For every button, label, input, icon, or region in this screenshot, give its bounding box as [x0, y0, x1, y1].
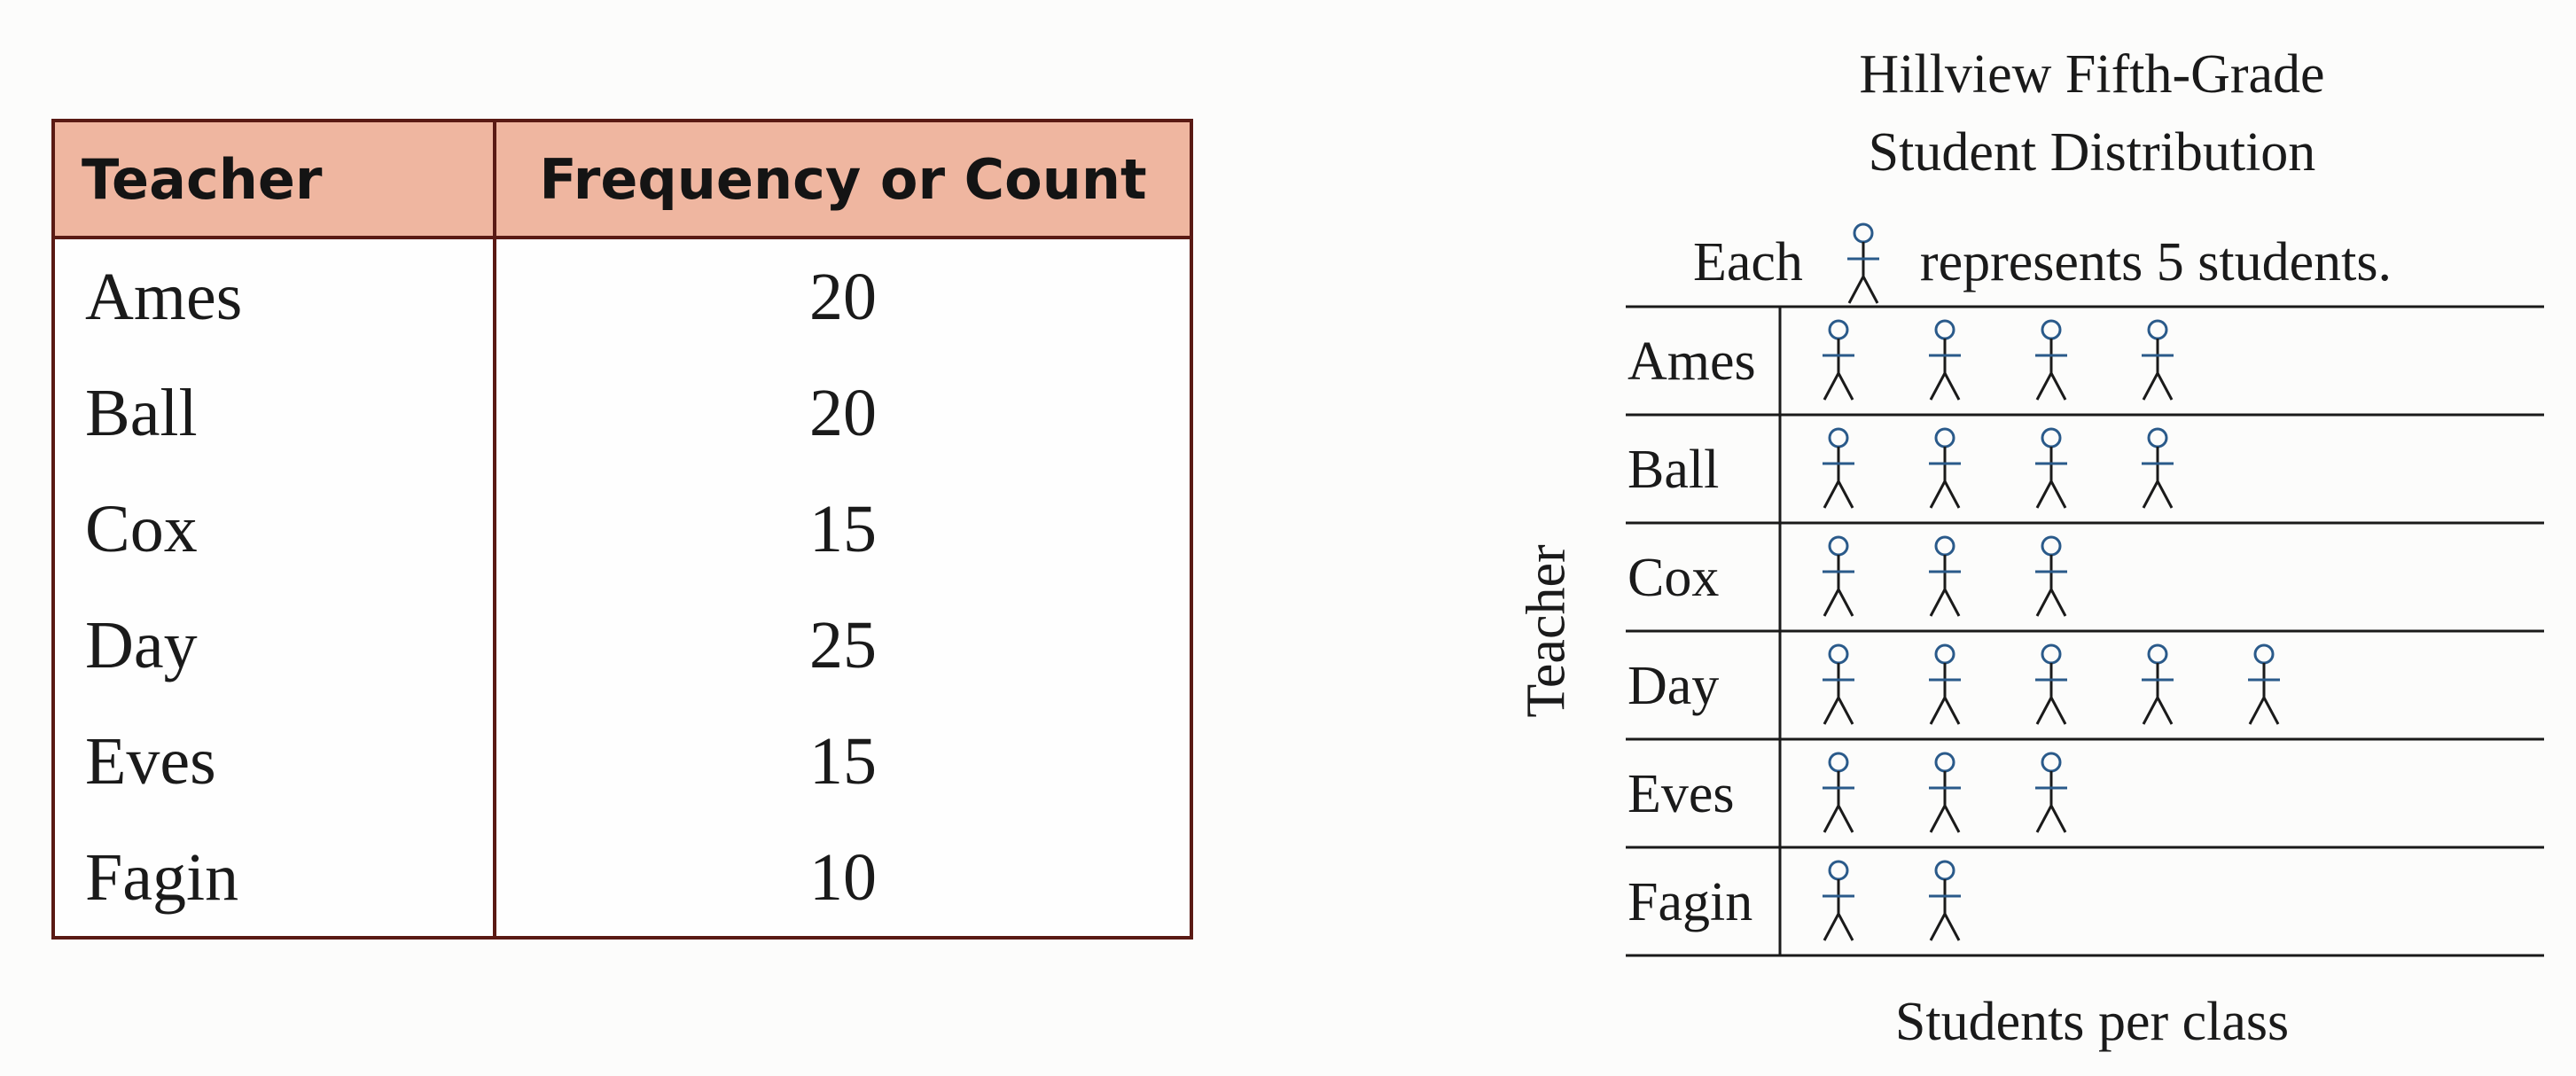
- stick-figure-icon: [2035, 429, 2067, 508]
- cell-teacher: Eves: [53, 704, 495, 820]
- chart-title-line1: Hillview Fifth-Grade: [1859, 44, 2325, 105]
- category-label: Day: [1628, 656, 1720, 716]
- cell-teacher: Day: [53, 588, 495, 704]
- stick-figure-icon: [1929, 753, 1961, 832]
- stick-figure-icon: [2035, 753, 2067, 832]
- stick-figure-icon: [1929, 645, 1961, 724]
- stick-figure-icon: [1823, 537, 1854, 616]
- column-header-teacher: Teacher: [53, 121, 495, 238]
- y-axis-label: Teacher: [1516, 544, 1577, 718]
- stick-figure-icon: [2142, 645, 2174, 724]
- category-label: Cox: [1628, 548, 1720, 608]
- stick-figure-icon: [1823, 429, 1854, 508]
- stick-figure-icon: [2035, 645, 2067, 724]
- cell-count: 25: [495, 588, 1191, 704]
- stick-figure-icon: [1929, 429, 1961, 508]
- stick-figure-icon: [1823, 321, 1854, 400]
- stick-figure-icon: [2142, 429, 2174, 508]
- cell-teacher: Ball: [53, 355, 495, 472]
- column-header-count: Frequency or Count: [495, 121, 1191, 238]
- cell-teacher: Cox: [53, 472, 495, 588]
- category-label: Ames: [1628, 331, 1756, 392]
- stick-figure-icon: [2142, 321, 2174, 400]
- key-prefix: Each: [1693, 232, 1803, 292]
- stick-figure-icon: [1929, 862, 1961, 940]
- stick-figure-icon: [1823, 862, 1854, 940]
- category-label: Fagin: [1628, 872, 1753, 932]
- stick-figure-icon: [1929, 321, 1961, 400]
- chart-title-line2: Student Distribution: [1868, 122, 2316, 183]
- stick-figure-icon: [1929, 537, 1961, 616]
- cell-teacher: Ames: [53, 238, 495, 355]
- cell-count: 10: [495, 820, 1191, 938]
- cell-count: 15: [495, 472, 1191, 588]
- cell-count: 20: [495, 238, 1191, 355]
- cell-count: 20: [495, 355, 1191, 472]
- stick-figure-icon: [1823, 753, 1854, 832]
- key-suffix: represents 5 students.: [1919, 232, 2392, 292]
- x-axis-label: Students per class: [1894, 992, 2290, 1052]
- stick-figure-icon: [2035, 321, 2067, 400]
- stick-figure-icon: [2248, 645, 2280, 724]
- category-label: Eves: [1628, 764, 1735, 824]
- stick-figure-icon: [1823, 645, 1854, 724]
- cell-count: 15: [495, 704, 1191, 820]
- stick-figure-icon: [2035, 537, 2067, 616]
- category-label: Ball: [1628, 440, 1720, 500]
- cell-teacher: Fagin: [53, 820, 495, 938]
